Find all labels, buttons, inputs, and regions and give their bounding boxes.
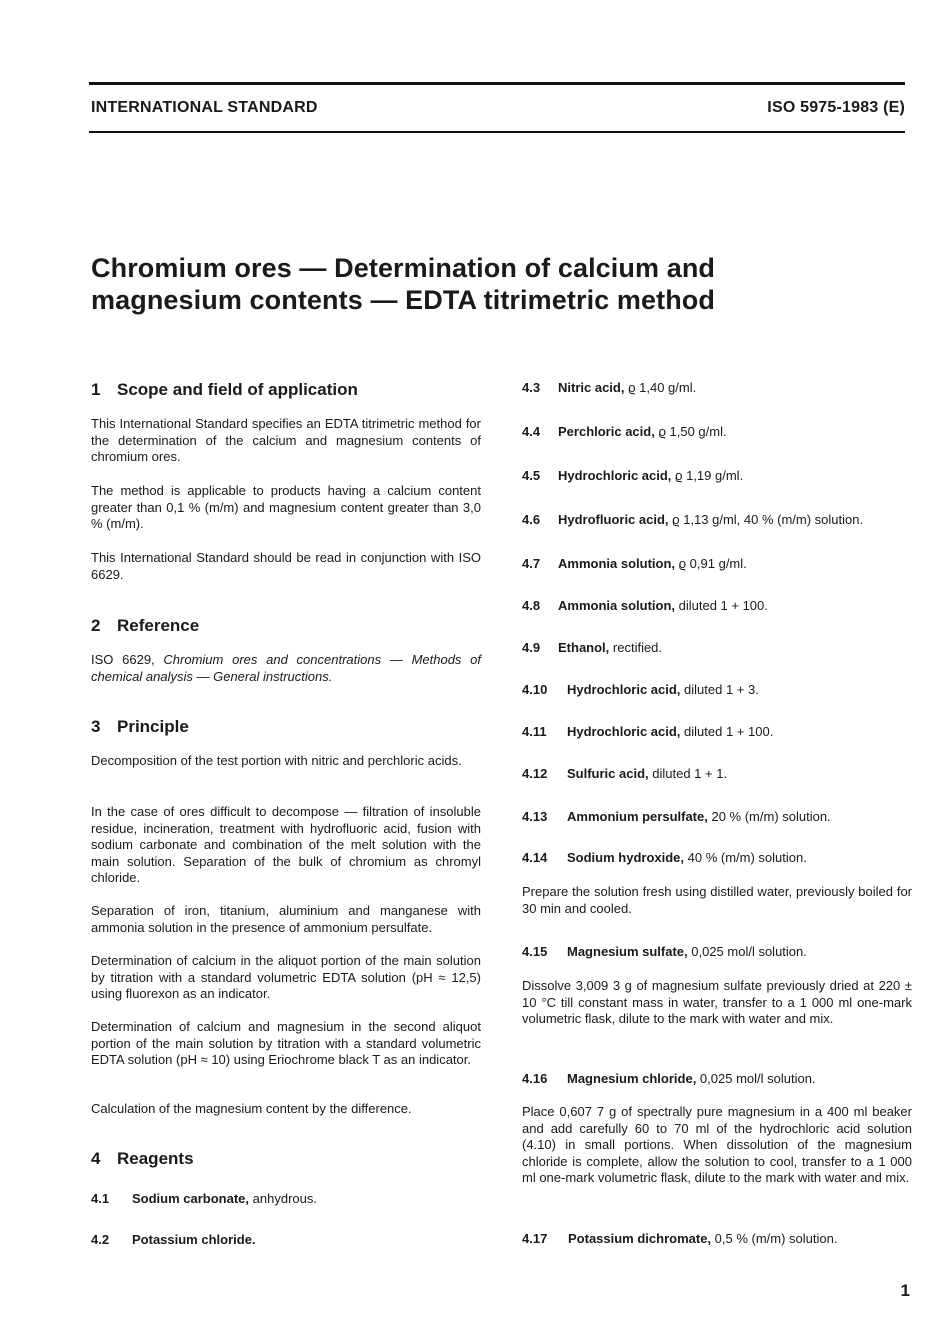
principle-paragraph-1: Decomposition of the test portion with nitric and perchloric acids. (91, 753, 462, 768)
reagent-4-12: 4.12 Sulfuric acid, diluted 1 + 1. (522, 766, 728, 781)
reagent-4-15-procedure: Dissolve 3,009 3 g of magnesium sulfate previously dried at 220 ± 10 °C till constant mass in water, transfer to a 1 000 ml one-mark volumetric flask, dilute to the mark with water and mix. (522, 978, 912, 1026)
reagent-4-5: 4.5 Hydrochloric acid, ϱ 1,19 g/ml. (522, 468, 744, 483)
principle-paragraph-3: Separation of iron, titanium, aluminium and manganese with ammonia solution in the presence of ammonium persulfate. (91, 903, 481, 935)
reagent-4-15: 4.15 Magnesium sulfate, 0,025 mol/l solution. (522, 944, 807, 959)
reagent-4-2: 4.2 Potassium chloride. (91, 1232, 256, 1247)
section-3-heading: 3 Principle (91, 717, 189, 736)
reagent-4-1: 4.1 Sodium carbonate, anhydrous. (91, 1191, 317, 1206)
reagent-4-11: 4.11 Hydrochloric acid, diluted 1 + 100. (522, 724, 774, 739)
section-1-heading: 1 Scope and field of application (91, 380, 358, 399)
reference-paragraph: ISO 6629, Chromium ores and concentrations — Methods of chemical analysis — General instructions. (91, 652, 482, 684)
reagent-4-14-note: Prepare the solution fresh using distilled water, previously boiled for 30 min and cooled. (522, 884, 912, 916)
title-line-2: magnesium contents — EDTA titrimetric method (91, 285, 715, 315)
principle-paragraph-6: Calculation of the magnesium content by the difference. (91, 1101, 412, 1116)
standard-number: ISO 5975-1983 (E) (767, 99, 905, 116)
principle-paragraph-5: Determination of calcium and magnesium in the second aliquot portion of the main solution by titration with a standard volumetric EDTA solution (pH ≈ 10) using Eriochrome black T as an indicator. (91, 1019, 481, 1067)
header-top-rule (89, 82, 905, 85)
reagent-4-6: 4.6 Hydrofluoric acid, ϱ 1,13 g/ml, 40 % (m/m) solution. (522, 512, 864, 527)
section-4-heading: 4 Reagents (91, 1149, 194, 1168)
document-type: INTERNATIONAL STANDARD (91, 99, 318, 116)
reagent-4-13: 4.13 Ammonium persulfate, 20 % (m/m) solution. (522, 809, 831, 824)
scope-paragraph-3: This International Standard should be read in conjunction with ISO 6629. (91, 550, 481, 582)
reagent-4-7: 4.7 Ammonia solution, ϱ 0,91 g/ml. (522, 556, 747, 571)
reagent-4-10: 4.10 Hydrochloric acid, diluted 1 + 3. (522, 682, 759, 697)
reagent-4-17: 4.17 Potassium dichromate, 0,5 % (m/m) solution. (522, 1231, 838, 1246)
reagent-4-14: 4.14 Sodium hydroxide, 40 % (m/m) solution. (522, 850, 807, 865)
principle-paragraph-2: In the case of ores difficult to decompose — filtration of insoluble residue, incineration, treatment with hydrofluoric acid, fusion with sodium carbonate and combination of the melt solution with the main solution. Separation of the bulk of chromium as chromyl chloride. (91, 804, 481, 885)
header-bottom-rule (89, 131, 905, 133)
scope-paragraph-2: The method is applicable to products having a calcium content greater than 0,1 % (m/m) and magnesium content greater than 3,0 % (m/m). (91, 483, 481, 531)
principle-paragraph-4: Determination of calcium in the aliquot portion of the main solution by titration with a standard volumetric EDTA solution (pH ≈ 12,5) using fluorexon as an indicator. (91, 953, 481, 1001)
reagent-4-16-procedure: Place 0,607 7 g of spectrally pure magnesium in a 400 ml beaker and add carefully 60 to 70 ml of the hydrochloric acid solution (4.10) in small portions. When dissolution of the magnesium chloride is complete, allow the solution to cool, transfer to a 1 000 ml one-mark volumetric flask, dilute to the mark with water and mix. (522, 1104, 912, 1185)
reagent-4-3: 4.3 Nitric acid, ϱ 1,40 g/ml. (522, 380, 697, 395)
scope-paragraph-1: This International Standard specifies an EDTA titrimetric method for the determination of the calcium and magnesium contents of chromium ores. (91, 416, 481, 464)
reagent-4-8: 4.8 Ammonia solution, diluted 1 + 100. (522, 598, 768, 613)
reagent-4-16: 4.16 Magnesium chloride, 0,025 mol/l solution. (522, 1071, 816, 1086)
page-number: 1 (900, 1281, 910, 1300)
reagent-4-9: 4.9 Ethanol, rectified. (522, 640, 663, 655)
document-title (91, 252, 891, 316)
reagent-4-4: 4.4 Perchloric acid, ϱ 1,50 g/ml. (522, 424, 727, 439)
title-line-1: Chromium ores — Determination of calcium and (91, 253, 716, 283)
section-2-heading: 2 Reference (91, 616, 200, 635)
